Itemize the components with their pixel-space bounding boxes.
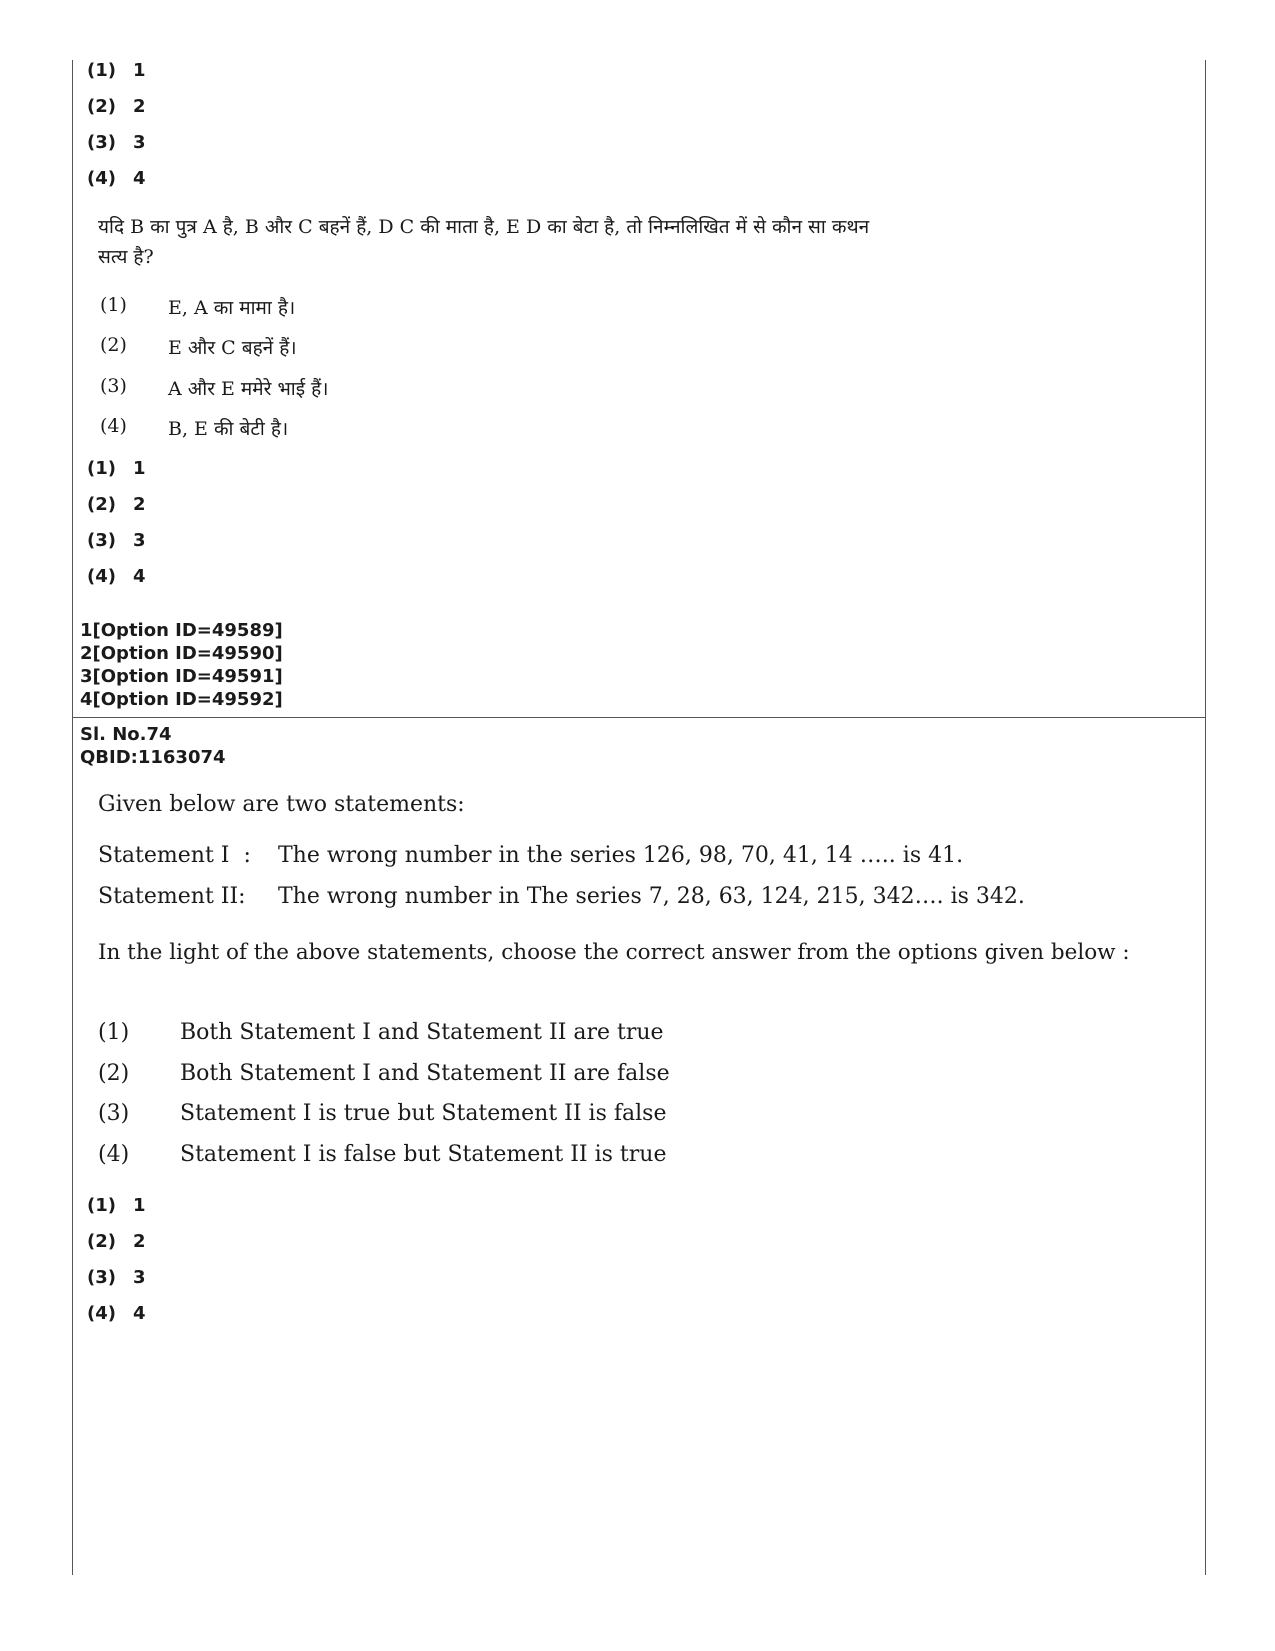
answer-option-number: (2) [87, 494, 116, 515]
left-border [72, 60, 73, 1575]
option-text: E, A का मामा है। [168, 297, 296, 319]
statement-label: Statement I : [98, 843, 251, 868]
q74-sl-no: Sl. No.74 [80, 724, 172, 745]
option-label: (1) [100, 294, 127, 316]
right-border [1205, 60, 1206, 1575]
q73-question-line1: यदि B का पुत्र A है, B और C बहनें हैं, D C की माता है, E D का बेटा है, तो निम्नलिखित में से कौन सा कथन [98, 216, 870, 238]
answer-option-number: (4) [87, 566, 116, 587]
q74-answer-option-4 [87, 1303, 146, 1324]
option-text: B, E की बेटी है। [168, 418, 289, 440]
option-text: A और E ममेरे भाई हैं। [168, 378, 329, 400]
q73-answer-option-2 [87, 494, 146, 515]
option-label: (4) [98, 1142, 130, 1167]
q74-intro: Given below are two statements: [98, 792, 465, 817]
answer-option-value: 2 [133, 494, 146, 515]
answer-option-number: (1) [87, 458, 116, 479]
q73-option-id-2: 2[Option ID=49590] [80, 643, 283, 664]
option-label: (3) [100, 375, 127, 397]
option-label: (1) [98, 1020, 130, 1045]
option-text: Statement I is true but Statement II is false [180, 1101, 667, 1126]
option-label: (2) [98, 1061, 130, 1086]
answer-option-value: 1 [133, 458, 146, 479]
statement-text: The wrong number in the series 126, 98, 70, 41, 14 ….. is 41. [278, 843, 964, 868]
prev-answer-option-3 [87, 132, 146, 153]
answer-option-value: 1 [133, 1195, 146, 1216]
q73-answer-option-4 [87, 566, 146, 587]
option-text: E और C बहनें हैं। [168, 337, 297, 359]
answer-option-number: (1) [87, 1195, 116, 1216]
q73-option-id-3: 3[Option ID=49591] [80, 666, 283, 687]
prev-answer-option-2 [87, 96, 146, 117]
answer-option-value: 3 [133, 530, 146, 551]
statement-text: The wrong number in The series 7, 28, 63, 124, 215, 342…. is 342. [278, 884, 1025, 909]
option-label: (4) [100, 415, 127, 437]
q73-answer-option-3 [87, 530, 146, 551]
answer-option-value: 4 [133, 566, 146, 587]
q74-instruction: In the light of the above statements, choose the correct answer from the options given below : [98, 940, 1130, 965]
q74-answer-option-3 [87, 1267, 146, 1288]
option-text: Both Statement I and Statement II are true [180, 1020, 664, 1045]
section-divider [72, 717, 1206, 718]
answer-option-number: (3) [87, 1267, 116, 1288]
q74-answer-option-2 [87, 1231, 146, 1252]
answer-option-number: (1) [87, 60, 116, 81]
answer-option-number: (4) [87, 168, 116, 189]
answer-option-value: 2 [133, 96, 146, 117]
option-label: (2) [100, 334, 127, 356]
option-text: Statement I is false but Statement II is true [180, 1142, 667, 1167]
answer-option-number: (3) [87, 530, 116, 551]
prev-answer-option-4 [87, 168, 146, 189]
statement-label: Statement II: [98, 884, 246, 909]
q74-qbid: QBID:1163074 [80, 747, 226, 768]
q73-answer-option-1 [87, 458, 146, 479]
answer-option-value: 1 [133, 60, 146, 81]
answer-option-value: 3 [133, 1267, 146, 1288]
answer-option-value: 3 [133, 132, 146, 153]
q74-answer-option-1 [87, 1195, 146, 1216]
answer-option-number: (4) [87, 1303, 116, 1324]
q73-option-id-1: 1[Option ID=49589] [80, 620, 283, 641]
prev-answer-option-1 [87, 60, 146, 81]
answer-option-number: (2) [87, 96, 116, 117]
answer-option-value: 4 [133, 1303, 146, 1324]
answer-option-number: (2) [87, 1231, 116, 1252]
option-label: (3) [98, 1101, 130, 1126]
q73-option-id-4: 4[Option ID=49592] [80, 689, 283, 710]
q73-question-line2: सत्य है? [98, 246, 154, 268]
answer-option-value: 4 [133, 168, 146, 189]
answer-option-value: 2 [133, 1231, 146, 1252]
option-text: Both Statement I and Statement II are false [180, 1061, 670, 1086]
answer-option-number: (3) [87, 132, 116, 153]
